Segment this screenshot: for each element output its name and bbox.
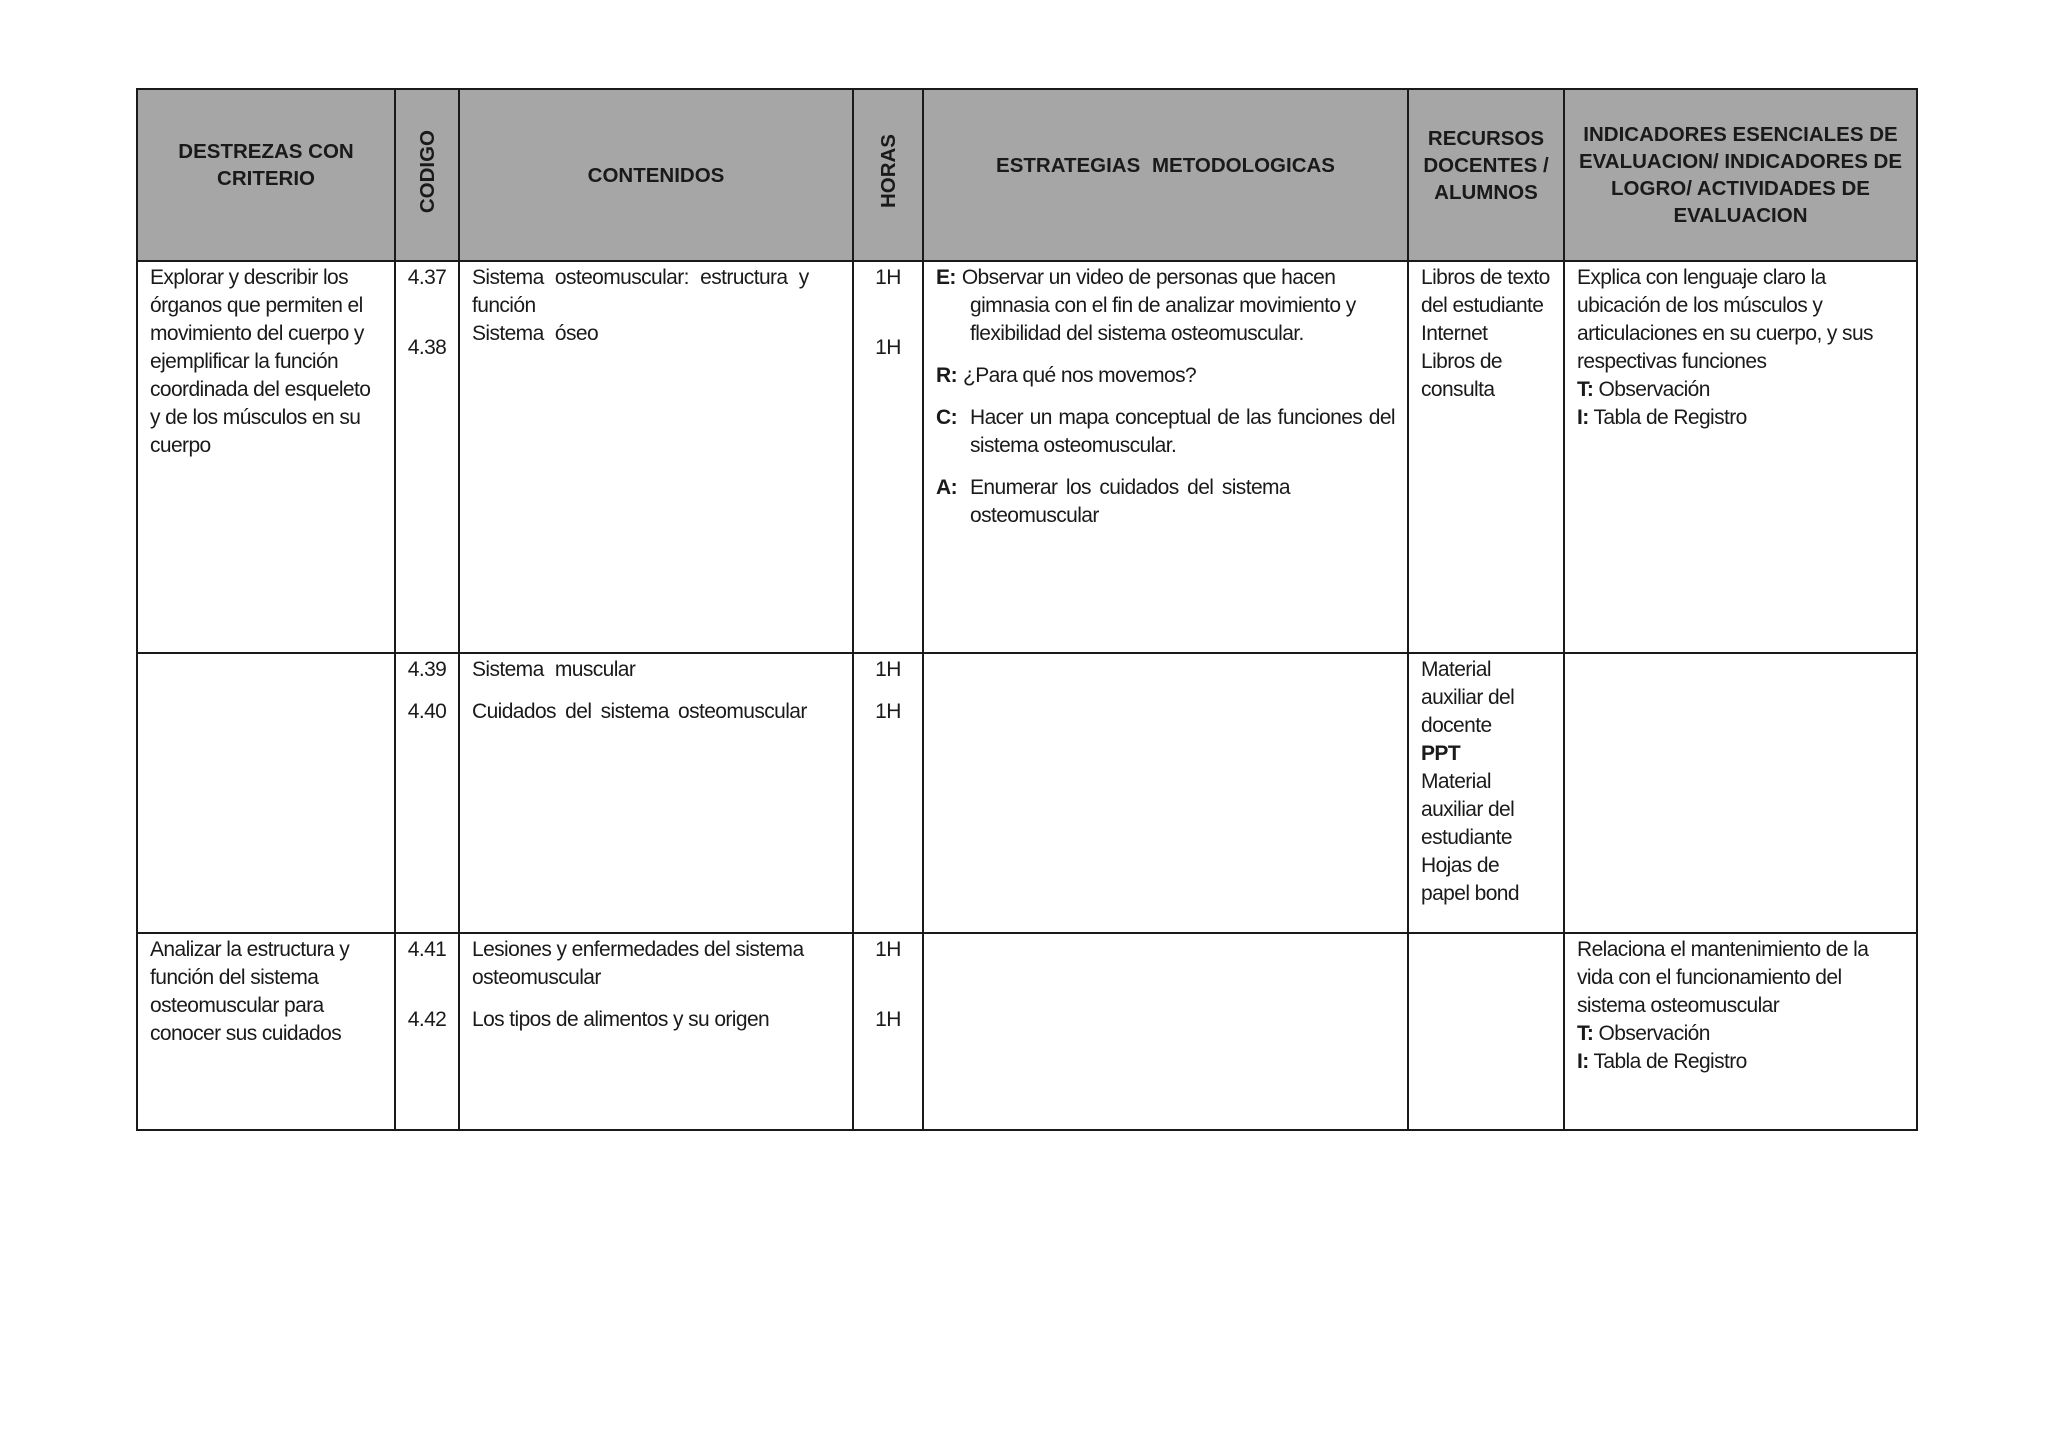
strategy-e: E: Observar un video de personas que hacen gimnasia con el fin de analizar movimiento y flexibilidad del sistema osteomuscular.: [936, 266, 1356, 345]
header-contenidos: CONTENIDOS: [459, 89, 853, 261]
contenido-cell: Sistema muscular Cuidados del sistema osteomuscular: [459, 653, 853, 933]
header-row: [137, 89, 1917, 261]
recursos-cell: Material auxiliar del docente PPT Material auxiliar del estudiante Hojas de papel bond: [1408, 653, 1564, 933]
header-indicadores: INDICADORES ESENCIALES DE EVALUACION/ INDICADORES DE LOGRO/ ACTIVIDADES DE EVALUACION: [1564, 89, 1917, 261]
destreza-cell: Explorar y describir los órganos que permiten el movimiento del cuerpo y ejemplificar la función coordinada del esqueleto y de los músculos en su cuerpo: [137, 261, 395, 653]
indicador-cell: [1564, 653, 1917, 933]
table-row: [137, 261, 1917, 653]
strategy-r: R: ¿Para qué nos movemos?: [936, 364, 1197, 387]
table-row: [137, 933, 1917, 1130]
codigo-cell: 4.37 4.38: [395, 261, 459, 653]
destreza-cell: [137, 653, 395, 933]
estrategias-cell: [923, 933, 1408, 1130]
codigo-cell: 4.41 4.42: [395, 933, 459, 1130]
contenido-cell: Sistema osteomuscular: estructura y función Sistema óseo: [459, 261, 853, 653]
destreza-cell: Analizar la estructura y función del sistema osteomuscular para conocer sus cuidados: [137, 933, 395, 1130]
indicador-cell: Relaciona el mantenimiento de la vida con el funcionamiento del sistema osteomuscular T: Observación I: Tabla de Registro: [1564, 933, 1917, 1130]
estrategias-cell: [923, 653, 1408, 933]
horas-cell: 1H 1H: [853, 933, 923, 1130]
recursos-cell: Libros de texto del estudiante Internet Libros de consulta: [1408, 261, 1564, 653]
contenido-cell: Lesiones y enfermedades del sistema osteomuscular Los tipos de alimentos y su origen: [459, 933, 853, 1130]
strategy-a: A: Enumerar los cuidados del sistema osteomuscular: [936, 476, 1290, 527]
planning-table: [136, 88, 1918, 1131]
horas-cell: 1H 1H: [853, 261, 923, 653]
header-recursos: RECURSOS DOCENTES / ALUMNOS: [1408, 89, 1564, 261]
header-horas: HORAS: [853, 89, 923, 261]
recursos-cell: [1408, 933, 1564, 1130]
header-estrategias: ESTRATEGIAS METODOLOGICAS: [923, 89, 1408, 261]
header-destrezas: DESTREZAS CON CRITERIO: [137, 89, 395, 261]
codigo-cell: 4.39 4.40: [395, 653, 459, 933]
indicador-cell: Explica con lenguaje claro la ubicación de los músculos y articulaciones en su cuerpo, y sus respectivas funciones T: Observación I: Tabla de Registro: [1564, 261, 1917, 653]
header-codigo: CODIGO: [395, 89, 459, 261]
strategy-c: C: Hacer un mapa conceptual de las funciones del sistema osteomuscular.: [936, 406, 1395, 457]
estrategias-cell: [923, 261, 1408, 653]
table-row: [137, 653, 1917, 933]
horas-cell: 1H 1H: [853, 653, 923, 933]
